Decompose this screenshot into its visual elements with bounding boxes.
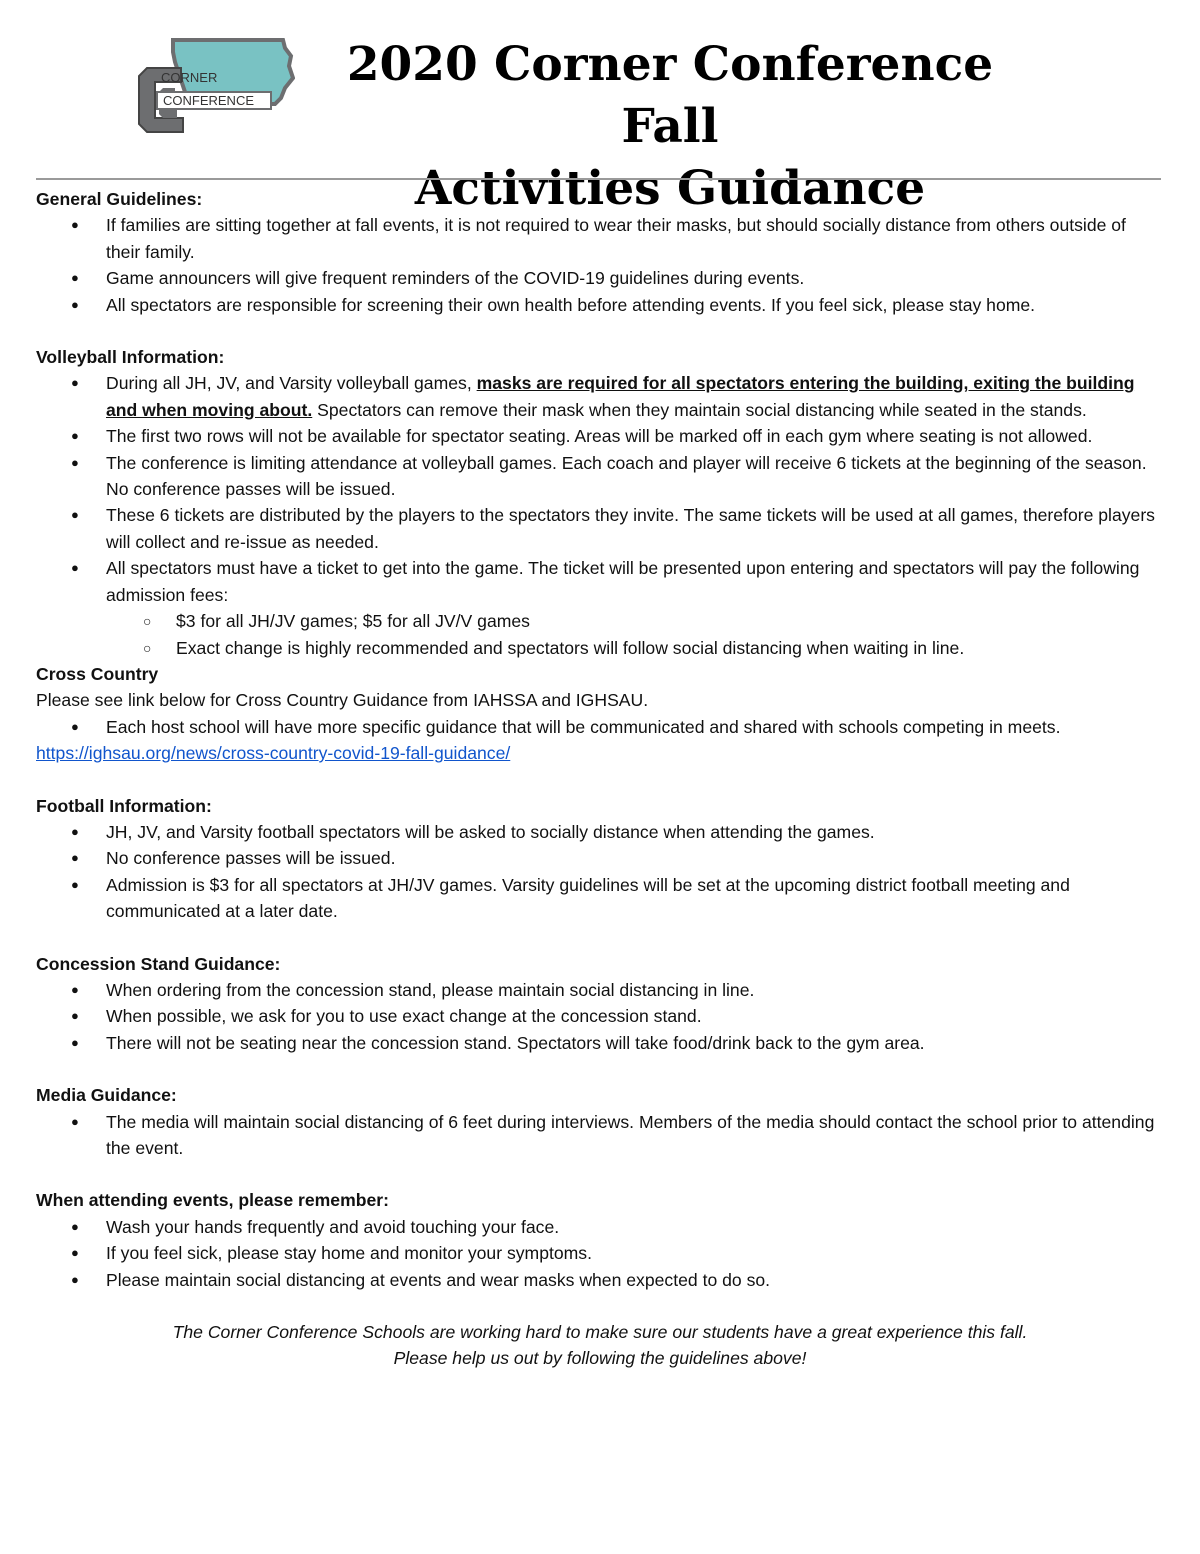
list-item: ● If you feel sick, please stay home and monitor your symptoms. — [106, 1240, 1164, 1266]
media-heading: Media Guidance: — [36, 1085, 177, 1106]
general-heading: General Guidelines: — [36, 189, 203, 209]
list-item: ● Game announcers will give frequent reminders of the COVID-19 guidelines during events. — [106, 265, 1164, 291]
document-body — [36, 186, 1164, 1372]
list-item: ● The media will maintain social distancing of 6 feet during interviews. Members of the media should contact the school prior to attending the event. — [106, 1109, 1164, 1162]
cross-country-heading: Cross Country — [36, 663, 159, 684]
remember-heading: When attending events, please remember: — [36, 1190, 389, 1211]
list-item: ● When possible, we ask for you to use exact change at the concession stand. — [106, 1003, 1164, 1029]
general-list — [36, 212, 1164, 318]
title-line-2: Activities Guidance — [414, 161, 926, 216]
list-item — [106, 555, 1164, 661]
list-item: ● If families are sitting together at fall events, it is not required to wear their masks, but should socially distance from others outside of their family. — [106, 212, 1164, 265]
list-item: ● No conference passes will be issued. — [106, 845, 1164, 871]
list-item: ● The conference is limiting attendance at volleyball games. Each coach and player will receive 6 tickets at the beginning of the season. No conference passes will be issued. — [106, 450, 1164, 503]
cross-country-list — [36, 714, 1164, 740]
list-item: ● All spectators are responsible for screening their own health before attending events. If you feel sick, please stay home. — [106, 292, 1164, 318]
cross-country-guidance-link[interactable]: https://ighsau.org/news/cross-country-covid-19-fall-guidance/ — [36, 743, 511, 764]
list-item: ● Please maintain social distancing at events and wear masks when expected to do so. — [106, 1267, 1164, 1293]
closing-line-1: The Corner Conference Schools are working hard to make sure our students have a great experience this fall. — [172, 1322, 1028, 1343]
list-item: ● Wash your hands frequently and avoid touching your face. — [106, 1214, 1164, 1240]
volleyball-list — [36, 370, 1164, 660]
list-item: ● JH, JV, and Varsity football spectators will be asked to socially distance when attending the games. — [106, 819, 1164, 845]
sub-list-item: ○ Exact change is highly recommended and spectators will follow social distancing when waiting in line. — [176, 635, 1164, 661]
volleyball-item-pre: During all JH, JV, and Varsity volleyball games, — [106, 373, 477, 394]
logo-text-corner: CORNER — [161, 70, 218, 85]
list-item: ● The first two rows will not be available for spectator seating. Areas will be marked off in each gym where seating is not allowed. — [106, 423, 1164, 449]
list-item: ● Admission is $3 for all spectators at JH/JV games. Varsity guidelines will be set at the upcoming district football meeting and communicated at a later date. — [106, 872, 1164, 925]
corner-conference-logo — [135, 34, 295, 138]
admission-fees-text: All spectators must have a ticket to get into the game. The ticket will be presented upon entering and spectators will pay the following admission fees: — [106, 558, 1140, 605]
concession-list — [36, 977, 1164, 1056]
volleyball-item-post: Spectators can remove their mask when they maintain social distancing while seated in the stands. — [312, 399, 1087, 420]
remember-list — [36, 1214, 1164, 1293]
football-heading: Football Information: — [36, 795, 212, 816]
list-item: ● There will not be seating near the concession stand. Spectators will take food/drink back to the gym area. — [106, 1030, 1164, 1056]
concession-heading: Concession Stand Guidance: — [36, 953, 281, 974]
list-item: ● Each host school will have more specific guidance that will be communicated and shared with schools competing in meets. — [106, 714, 1164, 740]
closing-line-2: Please help us out by following the guidelines above! — [393, 1348, 807, 1369]
title-line-1: 2020 Corner Conference Fall — [346, 37, 994, 154]
football-list — [36, 819, 1164, 925]
sub-list-item: ○ $3 for all JH/JV games; $5 for all JV/V games — [176, 608, 1164, 634]
media-list — [36, 1109, 1164, 1162]
header-divider — [36, 178, 1161, 180]
admission-fees-sublist — [106, 608, 1164, 661]
list-item: ● When ordering from the concession stand, please maintain social distancing in line. — [106, 977, 1164, 1003]
logo-text-conference: CONFERENCE — [163, 93, 255, 108]
mask-requirement-emphasis: masks are required for all spectators entering the building, exiting the building and when moving about. — [106, 373, 1135, 420]
list-item — [106, 370, 1164, 423]
cross-country-intro: Please see link below for Cross Country Guidance from IAHSSA and IGHSAU. — [36, 690, 649, 711]
volleyball-heading: Volleyball Information: — [36, 347, 225, 368]
list-item: ● These 6 tickets are distributed by the players to the spectators they invite. The same tickets will be used at all games, therefore players will collect and re-issue as needed. — [106, 502, 1164, 555]
